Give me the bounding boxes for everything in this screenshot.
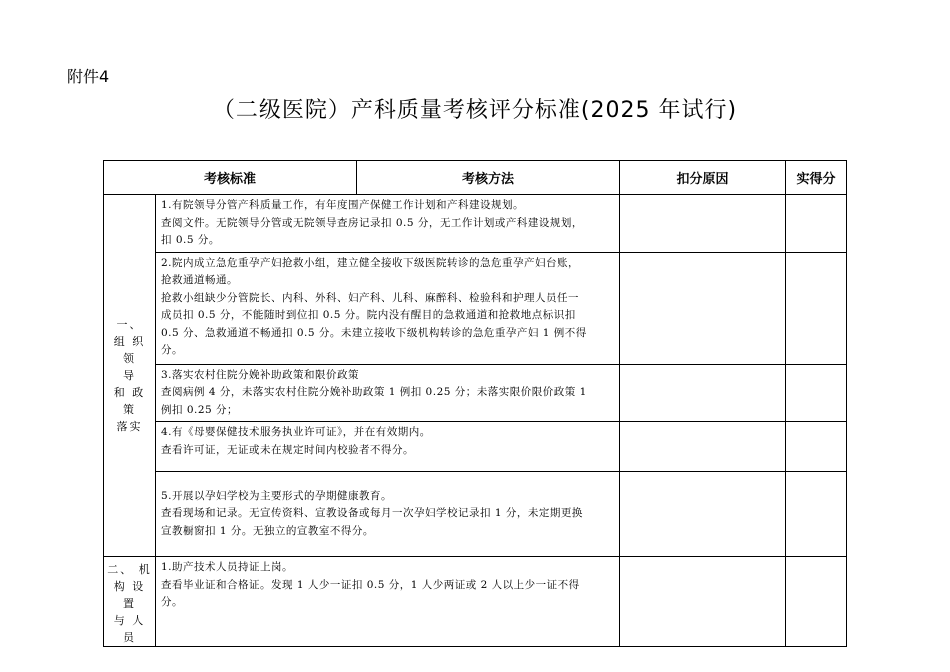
table-header-row — [104, 161, 847, 195]
criterion-line: 分。 — [161, 344, 183, 356]
score-cell[interactable] — [786, 557, 847, 647]
deduction-cell[interactable] — [620, 472, 786, 557]
criterion-cell — [156, 364, 620, 422]
deduction-cell[interactable] — [620, 557, 786, 647]
criterion-line: 查阅病例 4 分，未落实农村住院分娩补助政策 1 例扣 0.25 分；未落实限价限价政策 1 — [161, 386, 587, 398]
header-standard: 考核标准 — [104, 161, 357, 195]
category-line: 组 织 领 — [113, 335, 146, 365]
criterion-line: 5.开展以孕妇学校为主要形式的孕期健康教育。 — [161, 489, 393, 502]
table-row — [104, 422, 847, 472]
criterion-cell — [156, 195, 620, 253]
criterion-cell — [156, 472, 620, 557]
category-line: 一、 — [116, 318, 143, 331]
criterion-line: 宣教橱窗扣 1 分。无独立的宣教室不得分。 — [161, 524, 374, 537]
criterion-cell — [156, 422, 620, 472]
criterion-line: 0.5 分、急救通道不畅通扣 0.5 分。未建立接收下级机构转诊的急危重孕产妇 1 例不得 — [161, 326, 587, 339]
criterion-line: 查看现场和记录。无宣传资料、宣教设备或每月一次孕妇学校记录扣 1 分，未定期更换 — [161, 507, 583, 520]
category-cell-1 — [104, 195, 156, 557]
category-line: 落实 — [116, 420, 143, 433]
criterion-cell — [156, 557, 620, 647]
deduction-cell[interactable] — [620, 195, 786, 253]
score-cell[interactable] — [786, 364, 847, 422]
criterion-line: 3.落实农村住院分娩补助政策和限价政策 — [161, 368, 360, 381]
category-cell-2 — [104, 557, 156, 647]
criterion-line: 抢救小组缺少分管院长、内科、外科、妇产科、儿科、麻醉科、检验科和护理人员任一 — [161, 291, 579, 304]
score-cell[interactable] — [786, 195, 847, 253]
criterion-line: 抢救通道畅通。 — [161, 274, 238, 286]
header-method: 考核方法 — [357, 161, 620, 195]
criterion-line: 分。 — [161, 596, 183, 608]
header-score: 实得分 — [786, 161, 847, 195]
table-row — [104, 472, 847, 557]
table-row — [104, 557, 847, 647]
criterion-line: 1.有院领导分管产科质量工作，有年度围产保健工作计划和产科建设规划。 — [161, 199, 525, 211]
criterion-line: 4.有《母婴保健技术服务执业许可证》，并在有效期内。 — [161, 426, 431, 438]
deduction-cell[interactable] — [620, 422, 786, 472]
page-title: （二级医院）产科质量考核评分标准(2025 年试行) — [212, 98, 738, 123]
criterion-line: 扣 0.5 分。 — [161, 234, 220, 246]
deduction-cell[interactable] — [620, 252, 786, 364]
category-line: 和 政 策 — [113, 386, 146, 416]
scoring-table — [103, 160, 847, 647]
criterion-line: 2.院内成立急危重孕产妇抢救小组，建立健全接收下级医院转诊的急危重孕产妇台账， — [161, 256, 580, 269]
criterion-line: 查阅文件。无院领导分管或无院领导查房记录扣 0.5 分，无工作计划或产科建设规划， — [161, 216, 583, 229]
header-deduction: 扣分原因 — [620, 161, 786, 195]
category-line: 导 — [123, 369, 136, 382]
table-row — [104, 364, 847, 422]
criterion-cell — [156, 252, 620, 364]
score-cell[interactable] — [786, 472, 847, 557]
table-row — [104, 252, 847, 364]
table-row — [104, 195, 847, 253]
category-line: 与 人 员 — [113, 614, 146, 644]
criterion-line: 1.助产技术人员持证上岗。 — [161, 561, 294, 573]
criterion-line: 查看毕业证和合格证。发现 1 人少一证扣 0.5 分，1 人少两证或 2 人以上少一证不得 — [161, 578, 580, 591]
score-cell[interactable] — [786, 252, 847, 364]
score-cell[interactable] — [786, 422, 847, 472]
criterion-line: 例扣 0.25 分； — [161, 403, 239, 416]
category-line: 构 设 置 — [113, 580, 146, 610]
criterion-line: 查看许可证，无证或未在规定时间内校验者不得分。 — [161, 443, 414, 456]
category-line: 二、 机 — [107, 563, 152, 576]
criterion-line: 成员扣 0.5 分，不能随时到位扣 0.5 分。院内没有醒目的急救通道和抢救地点标识扣 — [161, 309, 576, 321]
deduction-cell[interactable] — [620, 364, 786, 422]
attachment-label: 附件4 — [67, 67, 110, 86]
